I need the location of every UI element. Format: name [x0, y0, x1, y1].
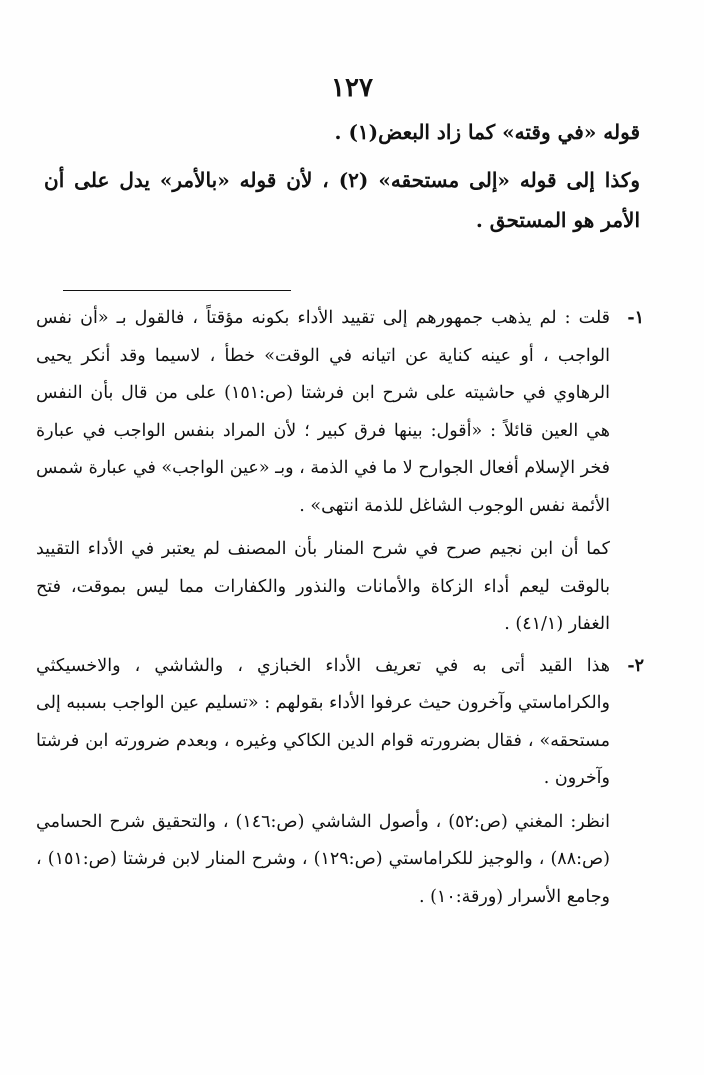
- footnotes: [36, 300, 644, 916]
- footnote-body: [36, 648, 610, 917]
- footnote-number: ٢-: [627, 655, 644, 676]
- footnote-separator: [63, 290, 291, 291]
- footnote-2: [36, 648, 644, 917]
- main-text: [44, 112, 640, 240]
- footnote-1: [36, 300, 644, 644]
- footnote-body: [36, 300, 610, 644]
- footnote-number: ١-: [627, 308, 644, 328]
- main-paragraph-1: قوله «في وقته» كما زاد البعض(١) .: [334, 120, 640, 144]
- footnote-paragraph: قلت : لم يذهب جمهورهم إلى تقييد الأداء بكونه مؤقتاً ، فالقول بـ «أن نفس الواجب ، أو عينه كناية عن اتيانه في الوقت» خطأ ، لاسيما وقد أنكر يحيى الرهاوي في حاشيته على شرح ابن فرشتا (ص:١٥١) على من قال بأن النفس هي العين قائلاً : «أقول: بينها فرق كبير ؛ لأن المراد بنفس الواجب في عبارة فخر الإسلام أفعال الجوارح لا ما في الذمة ، وبـ «عين الواجب» في عبارة شمس الأئمة نفس الوجوب الشاغل للذمة انتهى» .: [36, 308, 610, 516]
- footnote-paragraph: انظر: المغني (ص:٥٢) ، وأصول الشاشي (ص:١٤٦) ، والتحقيق شرح الحسامي (ص:٨٨) ، والوجيز للكراماستي (ص:١٢٩) ، وشرح المنار لابن فرشتا (ص:١٥١) ، وجامع الأسرار (ورقة:١٠) .: [36, 811, 610, 907]
- page-number: ١٢٧: [331, 73, 373, 103]
- footnote-paragraph: كما أن ابن نجيم صرح في شرح المنار بأن المصنف لم يعتبر في الأداء التقييد بالوقت ليعم أداء الزكاة والأمانات والنذور والكفارات مما ليس بموقت، فتح الغفار (٤١/١) .: [36, 539, 610, 634]
- main-paragraph-2: وكذا إلى قوله «إلى مستحقه» (٢) ، لأن قوله «بالأمر» يدل على أن الأمر هو المستحق .: [44, 168, 640, 232]
- footnote-paragraph: هذا القيد أتى به في تعريف الأداء الخبازي ، والشاشي ، والاخسيكثي والكراماستي وآخرون حيث عرفوا الأداء بقولهم : «تسليم عين الواجب بسببه إلى مستحقه» ، فقال بضرورته قوام الدين الكاكي وغيره ، وبعدم ضرورته ابن فرشتا وآخرون .: [36, 655, 610, 788]
